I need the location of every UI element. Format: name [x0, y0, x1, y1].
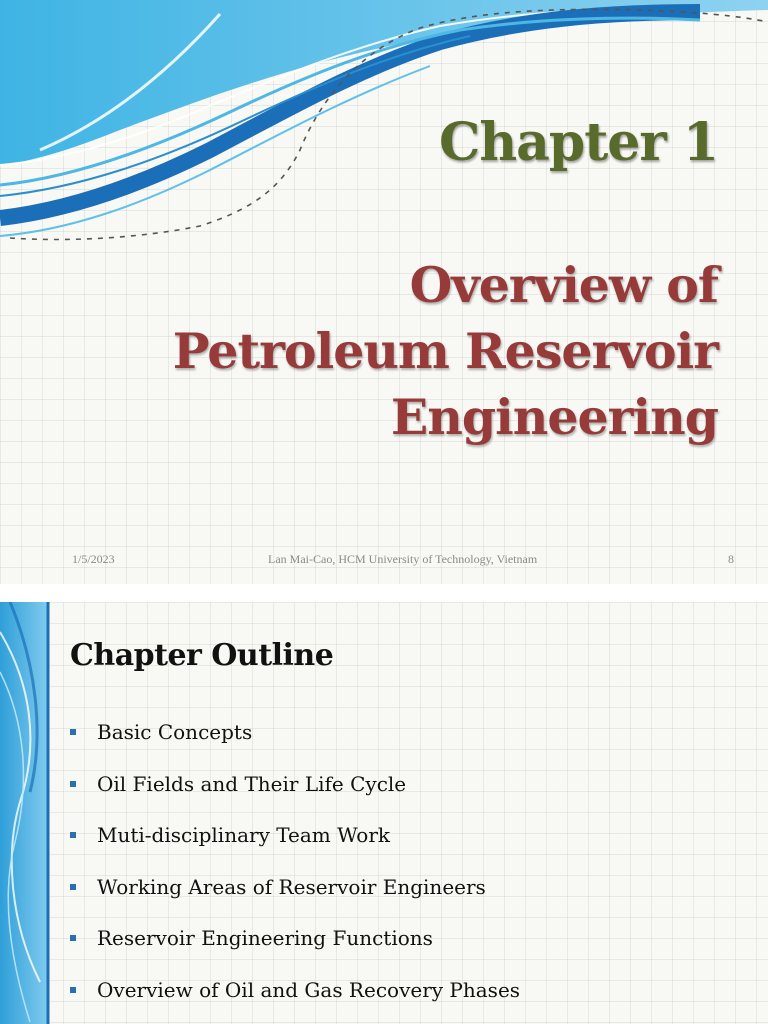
list-item-label: Reservoir Engineering Functions [97, 926, 433, 950]
main-title-line: Engineering [390, 388, 718, 446]
main-title-line: Overview of [409, 256, 718, 314]
list-item-label: Oil Fields and Their Life Cycle [97, 771, 407, 796]
list-item [70, 720, 520, 772]
list-item [70, 926, 520, 978]
bullet-icon [70, 987, 76, 993]
list-item [70, 875, 520, 927]
list-item-label: Working Areas of Reservoir Engineers [97, 874, 486, 899]
side-wave-decoration [0, 602, 50, 1024]
list-item-label: Overview of Oil and Gas Recovery Phases [97, 977, 521, 1002]
list-item [70, 823, 520, 875]
footer-date: 1/5/2023 [72, 552, 115, 566]
list-item-label: Basic Concepts [97, 720, 253, 744]
outline-slide [0, 602, 768, 1024]
bullet-icon [70, 935, 76, 941]
list-item-label: Muti-disciplinary Team Work [97, 823, 391, 847]
outline-list [70, 720, 520, 1024]
main-title-line: Petroleum Reservoir [172, 322, 718, 380]
footer-author: Lan Mai-Cao, HCM University of Technology, Vietnam [268, 552, 538, 566]
footer-page-number: 8 [728, 552, 734, 566]
chapter-title: Chapter 1 [438, 112, 718, 173]
bullet-icon [70, 781, 76, 787]
bullet-icon [70, 832, 76, 838]
outline-title: Chapter Outline [70, 638, 334, 673]
main-title [173, 252, 718, 450]
bullet-icon [70, 729, 76, 735]
list-item [70, 978, 520, 1024]
list-item [70, 772, 520, 824]
bullet-icon [70, 884, 76, 890]
